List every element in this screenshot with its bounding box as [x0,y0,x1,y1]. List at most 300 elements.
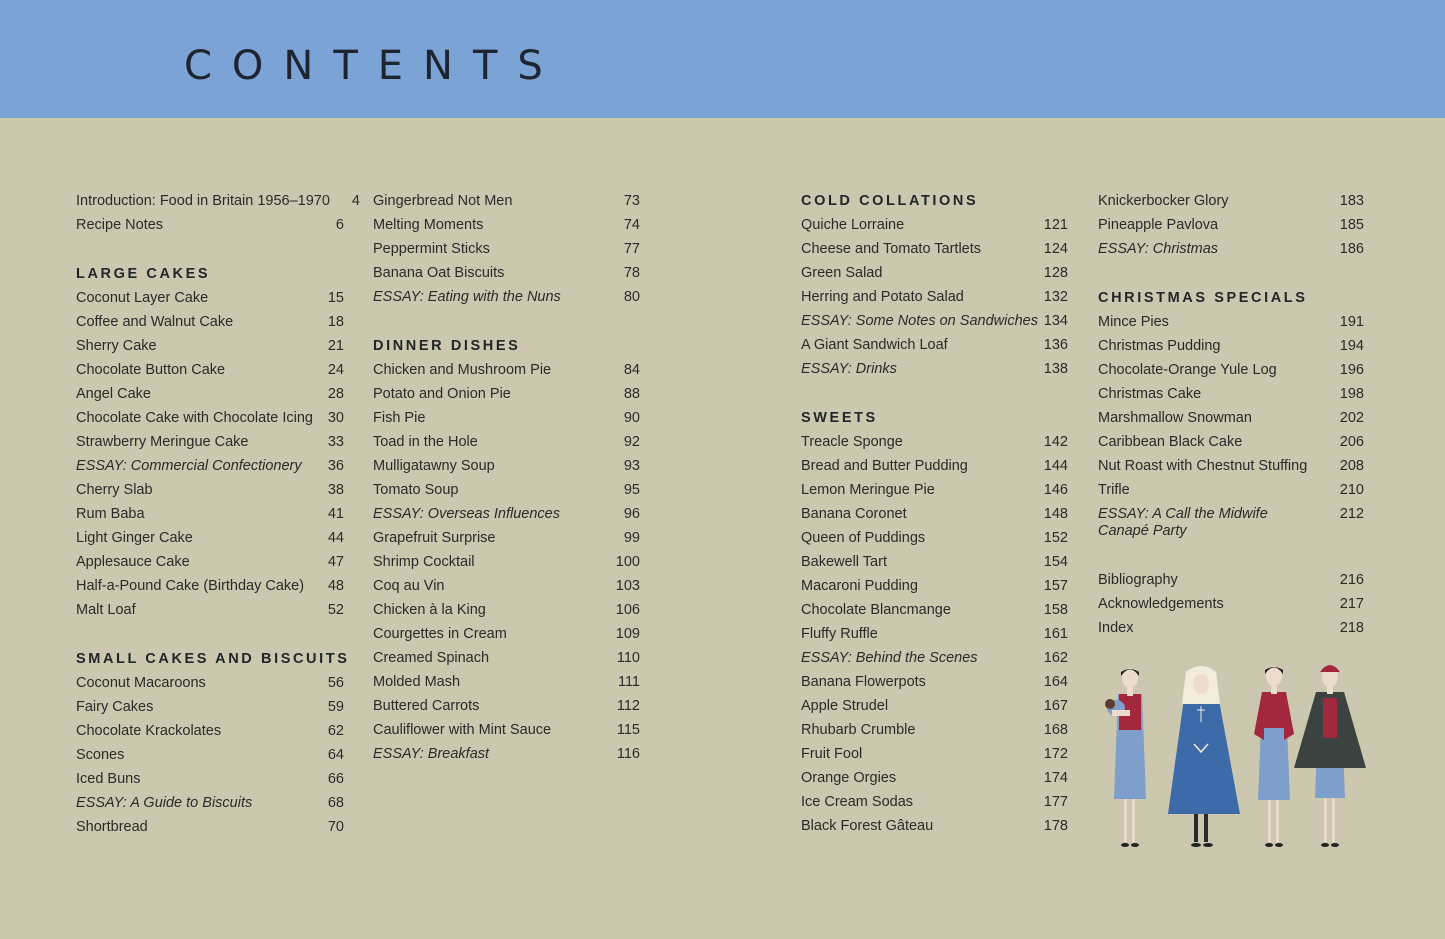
entry-title-text: Fruit Fool [801,746,863,762]
toc-entry[interactable] [373,261,640,285]
entry-title [801,237,1038,261]
toc-entry[interactable] [801,622,1068,646]
entry-title-text: ESSAY: Breakfast [373,746,490,762]
entry-page-number: 212 [1339,506,1364,522]
entry-page-number: 56 [327,675,344,691]
entry-page-number: 110 [616,650,640,666]
toc-essay-entry[interactable] [373,742,640,766]
entry-title [801,646,1038,670]
entry-title-text: Gingerbread Not Men [373,193,513,209]
entry-title [373,430,610,454]
entry-page-number: 103 [615,578,640,594]
toc-entry[interactable] [76,502,344,526]
entry-title [76,550,314,574]
entry-page-number: 148 [1043,506,1068,522]
entry-title [373,406,610,430]
toc-essay-entry[interactable] [76,791,344,815]
entry-title [1098,506,1334,540]
entry-title [76,719,314,743]
entry-page-number: 15 [327,290,344,306]
entry-page-number: 38 [327,482,344,498]
entry-title-text: Christmas Pudding [1098,338,1221,354]
entry-title-text: ESSAY: Overseas Influences [373,506,560,522]
entry-title [373,694,610,718]
section-heading: SWEETS [801,410,878,426]
entry-page-number: 186 [1339,241,1364,257]
entry-page-number: 196 [1339,362,1364,378]
entry-title [801,526,1038,550]
entry-title [1098,382,1334,406]
nurse-with-baby-figure [1105,668,1146,847]
entry-page-number: 206 [1339,434,1364,450]
entry-page-number: 44 [327,530,344,546]
entry-title-text: Cauliflower with Mint Sauce [373,722,552,738]
entry-page-number: 202 [1339,410,1364,426]
entry-page-number: 68 [327,795,344,811]
entry-page-number: 157 [1043,578,1068,594]
entry-page-number: 18 [327,314,344,330]
caped-nurse-figure [1294,665,1366,847]
toc-entry[interactable] [76,478,344,502]
entry-title-text: Chocolate Button Cake [76,362,226,378]
entry-title-text: Chicken à la King [373,602,486,618]
entry-title [801,622,1038,646]
entry-title [76,526,314,550]
toc-entry[interactable] [373,694,640,718]
toc-entry[interactable] [1098,382,1364,406]
entry-title-text: Shrimp Cocktail [373,554,475,570]
entry-title-text: Applesauce Cake [76,554,190,570]
toc-entry[interactable] [373,478,640,502]
entry-title [76,406,314,430]
entry-title-text: Shortbread [76,819,148,835]
entry-title [76,574,314,598]
toc-entry[interactable] [801,598,1068,622]
toc-entry[interactable] [76,382,344,406]
toc-entry[interactable] [373,406,640,430]
entry-page-number: 168 [1043,722,1068,738]
toc-essay-entry[interactable] [1098,237,1364,261]
entry-page-number: 172 [1043,746,1068,762]
midwives-illustration [1098,664,1370,854]
entry-title [801,333,1038,357]
toc-entry[interactable] [1098,478,1364,502]
section-heading: DINNER DISHES [373,338,521,354]
nun-figure [1168,666,1240,847]
entry-page-number: 80 [623,289,640,305]
toc-entry[interactable] [1098,189,1364,213]
entry-title [1098,213,1334,237]
toc-entry[interactable] [801,213,1068,237]
entry-title [373,598,610,622]
toc-entry[interactable] [76,430,344,454]
entry-title-text: Potato and Onion Pie [373,386,511,402]
toc-entry[interactable] [801,261,1068,285]
toc-entry[interactable] [373,430,640,454]
entry-page-number: 144 [1043,458,1068,474]
section-gap [1098,261,1364,286]
entry-title-text: Scones [76,747,125,763]
toc-essay-entry[interactable] [373,285,640,309]
entry-page-number: 33 [327,434,344,450]
entry-title-text: Marshmallow Snowman [1098,410,1252,426]
entry-page-number: 162 [1043,650,1068,666]
entry-title-text: Courgettes in Cream [373,626,507,642]
entry-title [373,285,610,309]
toc-entry[interactable] [76,526,344,550]
entry-title [801,309,1038,333]
entry-page-number: 96 [623,506,640,522]
entry-page-number: 73 [623,193,640,209]
entry-title [373,742,610,766]
entry-title-text: A Giant Sandwich Loaf [801,337,948,353]
toc-entry[interactable] [801,574,1068,598]
entry-page-number: 136 [1043,337,1068,353]
entry-page-number: 115 [616,722,640,738]
entry-title-text: Bibliography [1098,572,1178,588]
entry-page-number: 77 [623,241,640,257]
toc-entry[interactable] [373,670,640,694]
entry-page-number: 74 [623,217,640,233]
entry-page-number: 64 [327,747,344,763]
toc-entry[interactable] [801,694,1068,718]
entry-page-number: 167 [1043,698,1068,714]
toc-entry[interactable] [801,790,1068,814]
entry-page-number: 84 [623,362,640,378]
entry-title-text: Banana Coronet [801,506,907,522]
entry-title [76,743,314,767]
entry-page-number: 161 [1043,626,1068,642]
entry-title [801,574,1038,598]
entry-title [373,189,610,213]
toc-entry[interactable] [1098,213,1364,237]
entry-title [76,310,314,334]
entry-title [801,790,1038,814]
toc-entry[interactable] [373,574,640,598]
entry-page-number: 158 [1043,602,1068,618]
entry-page-number: 30 [327,410,344,426]
toc-entry[interactable] [76,358,344,382]
entry-page-number: 112 [616,698,640,714]
entry-title-text: Coconut Macaroons [76,675,206,691]
toc-entry[interactable] [801,814,1068,838]
toc-entry[interactable] [76,767,344,791]
entry-page-number: 52 [327,602,344,618]
entry-title [1098,310,1334,334]
toc-entry[interactable] [801,526,1068,550]
toc-entry[interactable] [76,189,360,213]
entry-title-text: Iced Buns [76,771,141,787]
entry-title-text: Acknowledgements [1098,596,1224,612]
entry-page-number: 183 [1339,193,1364,209]
toc-essay-entry[interactable] [801,646,1068,670]
toc-entry[interactable] [801,333,1068,357]
entry-title [373,261,610,285]
entry-title-text: Fairy Cakes [76,699,154,715]
entry-page-number: 70 [327,819,344,835]
toc-entry[interactable] [801,670,1068,694]
entry-title [373,454,610,478]
entry-title [373,358,610,382]
toc-entry[interactable] [76,550,344,574]
entry-title [801,478,1038,502]
toc-entry[interactable] [76,719,344,743]
toc-entry[interactable] [1098,406,1364,430]
entry-page-number: 36 [327,458,344,474]
entry-title-text: ESSAY: Christmas [1098,241,1219,257]
toc-essay-entry[interactable] [76,454,344,478]
toc-entry[interactable] [373,622,640,646]
toc-entry[interactable] [373,454,640,478]
entry-title [76,358,314,382]
entry-title [801,285,1038,309]
entry-page-number: 4 [351,193,360,209]
toc-entry[interactable] [1098,358,1364,382]
entry-title [373,526,610,550]
toc-entry[interactable] [76,213,344,237]
entry-page-number: 62 [327,723,344,739]
toc-entry[interactable] [373,358,640,382]
entry-page-number: 218 [1339,620,1364,636]
entry-title-text: Sherry Cake [76,338,157,354]
entry-page-number: 154 [1043,554,1068,570]
entry-title [801,670,1038,694]
entry-title [1098,237,1334,261]
toc-entry[interactable] [1098,334,1364,358]
entry-title-text: Rum Baba [76,506,145,522]
entry-title-text: Nut Roast with Chestnut Stuffing [1098,458,1308,474]
section-heading: SMALL CAKES AND BISCUITS [76,651,350,667]
toc-essay-entry[interactable] [1098,502,1364,543]
toc-entry[interactable] [373,189,640,213]
toc-entry[interactable] [76,598,344,622]
entry-page-number: 111 [617,674,640,690]
toc-entry[interactable] [76,574,344,598]
entry-title [801,718,1038,742]
entry-title [76,454,314,478]
entry-title [1098,478,1334,502]
entry-title-text: Banana Oat Biscuits [373,265,505,281]
entry-title-text: Tomato Soup [373,482,459,498]
entry-title [76,598,314,622]
entry-page-number: 216 [1339,572,1364,588]
section-heading: CHRISTMAS SPECIALS [1098,290,1308,306]
entry-title-text: ESSAY: A Guide to Biscuits [76,795,253,811]
entry-page-number: 21 [327,338,344,354]
entry-page-number: 132 [1043,289,1068,305]
entry-title [373,670,610,694]
entry-title [801,742,1038,766]
entry-title-text: Chicken and Mushroom Pie [373,362,552,378]
toc-essay-entry[interactable] [801,357,1068,381]
toc-entry[interactable] [373,213,640,237]
toc-entry[interactable] [1098,616,1364,640]
entry-title-text: Quiche Lorraine [801,217,905,233]
entry-page-number: 177 [1043,794,1068,810]
entry-title-text: Mulligatawny Soup [373,458,495,474]
entry-title-text: Chocolate-Orange Yule Log [1098,362,1277,378]
entry-title-text: Christmas Cake [1098,386,1202,402]
entry-title-text: Recipe Notes [76,217,164,233]
entry-page-number: 124 [1043,241,1068,257]
toc-entry[interactable] [76,695,344,719]
toc-entry[interactable] [76,406,344,430]
toc-entry[interactable] [1098,454,1364,478]
entry-page-number: 100 [615,554,640,570]
entry-title-text: Treacle Sponge [801,434,903,450]
entry-title-text: Apple Strudel [801,698,889,714]
entry-page-number: 106 [615,602,640,618]
entry-title [801,261,1038,285]
entry-page-number: 128 [1043,265,1068,281]
entry-title [76,671,314,695]
toc-entry[interactable] [76,286,344,310]
toc-entry[interactable] [373,382,640,406]
entry-title [801,213,1038,237]
entry-title [801,502,1038,526]
toc-essay-entry[interactable] [801,309,1068,333]
entry-title [373,550,610,574]
toc-entry[interactable] [801,454,1068,478]
entry-title [1098,430,1334,454]
entry-title [1098,454,1334,478]
entry-page-number: 121 [1043,217,1068,233]
entry-page-number: 47 [327,554,344,570]
section-heading: LARGE CAKES [76,266,211,282]
toc-column-3 [801,189,1068,838]
toc-entry[interactable] [76,743,344,767]
entry-title [76,382,314,406]
toc-entry[interactable] [1098,568,1364,592]
toc-entry[interactable] [801,285,1068,309]
entry-title-text: Cheese and Tomato Tartlets [801,241,982,257]
toc-entry[interactable] [801,478,1068,502]
toc-entry[interactable] [373,646,640,670]
entry-title-text: Pineapple Pavlova [1098,217,1219,233]
toc-entry[interactable] [373,526,640,550]
entry-page-number: 28 [327,386,344,402]
entry-title-text: Half-a-Pound Cake (Birthday Cake) [76,578,305,594]
entry-title-text: Banana Flowerpots [801,674,926,690]
toc-entry[interactable] [801,430,1068,454]
toc-entry[interactable] [1098,430,1364,454]
entry-page-number: 217 [1339,596,1364,612]
entry-page-number: 210 [1339,482,1364,498]
toc-entry[interactable] [76,815,344,839]
entry-title-text: Peppermint Sticks [373,241,490,257]
entry-title-text: Introduction: Food in Britain 1956–1970 [76,193,330,209]
nurse-figure [1254,666,1294,847]
entry-title [76,286,314,310]
entry-title [373,478,610,502]
toc-entry[interactable] [76,671,344,695]
entry-page-number: 48 [327,578,344,594]
entry-title-text: Buttered Carrots [373,698,480,714]
toc-entry[interactable] [76,310,344,334]
entry-title-text: Bakewell Tart [801,554,887,570]
entry-page-number: 88 [623,386,640,402]
toc-entry[interactable] [373,550,640,574]
entry-title [373,718,610,742]
entry-title [373,502,610,526]
entry-title-text: Caribbean Black Cake [1098,434,1243,450]
entry-title-text: Molded Mash [373,674,461,690]
entry-page-number: 208 [1339,458,1364,474]
toc-entry[interactable] [373,237,640,261]
entry-title-text: Macaroni Pudding [801,578,918,594]
entry-title-text: Light Ginger Cake [76,530,193,546]
entry-title-text: Mince Pies [1098,314,1169,330]
entry-title-text: Malt Loaf [76,602,136,618]
entry-title [801,814,1038,838]
entry-title-text: Coq au Vin [373,578,445,594]
entry-title-text: Strawberry Meringue Cake [76,434,249,450]
toc-entry[interactable] [801,550,1068,574]
entry-title-text: Orange Orgies [801,770,897,786]
entry-title-text: Index [1098,620,1134,636]
entry-title [373,574,610,598]
entry-title-text: Lemon Meringue Pie [801,482,935,498]
entry-title [1098,592,1334,616]
entry-title [801,454,1038,478]
toc-essay-entry[interactable] [373,502,640,526]
entry-title-text: Chocolate Krackolates [76,723,222,739]
toc-entry[interactable] [801,237,1068,261]
entry-title-line2: Canapé Party [1098,523,1187,539]
entry-title-text: Ice Cream Sodas [801,794,914,810]
toc-entry[interactable] [801,742,1068,766]
toc-entry[interactable] [1098,592,1364,616]
entry-title-text: Black Forest Gâteau [801,818,934,834]
entry-title-text: ESSAY: A Call the Midwife [1098,506,1268,522]
toc-entry[interactable] [76,334,344,358]
toc-entry[interactable] [373,718,640,742]
entry-title [76,695,314,719]
entry-page-number: 191 [1339,314,1364,330]
entry-page-number: 164 [1043,674,1068,690]
toc-entry[interactable] [1098,310,1364,334]
entry-page-number: 146 [1043,482,1068,498]
toc-entry[interactable] [373,598,640,622]
entry-title-text: Queen of Puddings [801,530,926,546]
entry-title-text: Creamed Spinach [373,650,490,666]
toc-entry[interactable] [801,718,1068,742]
toc-column-1 [76,189,360,839]
entry-title [801,550,1038,574]
toc-entry[interactable] [801,502,1068,526]
toc-entry[interactable] [801,766,1068,790]
entry-title [76,478,314,502]
entry-page-number: 142 [1043,434,1068,450]
entry-title [1098,358,1334,382]
entry-page-number: 194 [1339,338,1364,354]
section-gap [76,622,344,647]
entry-title-text: Coffee and Walnut Cake [76,314,234,330]
entry-page-number: 95 [623,482,640,498]
entry-page-number: 185 [1339,217,1364,233]
entry-title-text: Chocolate Cake with Chocolate Icing [76,410,313,426]
entry-title [801,430,1038,454]
section-gap [373,309,640,334]
entry-page-number: 92 [623,434,640,450]
entry-page-number: 6 [335,217,344,233]
entry-title [76,189,330,213]
entry-title [373,213,610,237]
entry-page-number: 198 [1339,386,1364,402]
entry-title-text: Rhubarb Crumble [801,722,916,738]
entry-title [1098,406,1334,430]
entry-title [1098,568,1334,592]
